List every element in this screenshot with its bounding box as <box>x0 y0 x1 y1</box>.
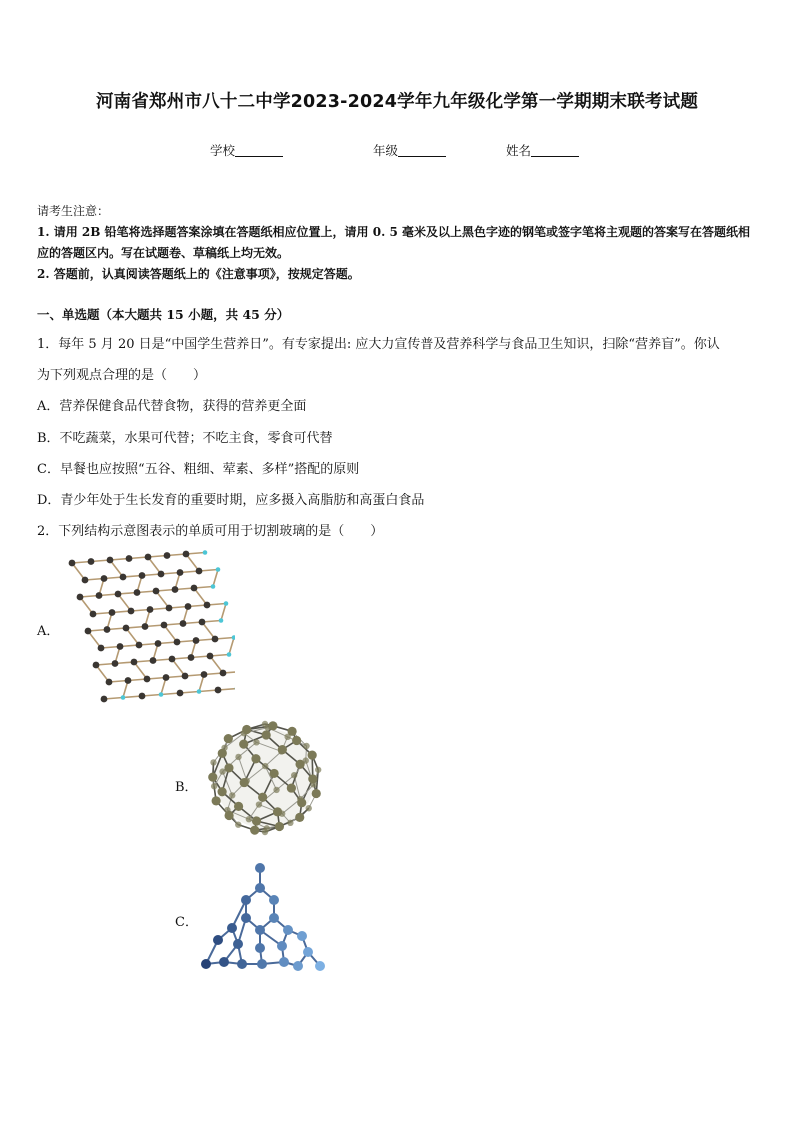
c60-atom <box>262 721 268 727</box>
graphite-atom <box>159 692 164 697</box>
c60-atom <box>291 772 297 778</box>
diamond-atom <box>255 863 265 873</box>
school-field <box>210 141 283 159</box>
c60-atom <box>252 816 261 825</box>
c60-atom <box>224 763 233 772</box>
diamond-atom <box>201 959 211 969</box>
q1-stem-line1: 1．每年 5 月 20 日是“中国学生营养日”。有专家提出: 应大力宣传普及营养科学与食品卫生知识，扫除“营养盲”。你认 <box>37 337 720 352</box>
graphite-atom <box>139 572 146 579</box>
c60-atom <box>239 740 248 749</box>
graphite-atom <box>224 601 229 606</box>
c60-atom <box>235 821 241 827</box>
graphite-atom <box>117 643 124 650</box>
diamond-atom <box>255 943 265 953</box>
c60-structure-image <box>205 716 325 841</box>
c60-atom <box>211 783 217 789</box>
c60-atom <box>273 807 282 816</box>
c60-atom <box>288 727 297 736</box>
graphite-structure-image <box>60 543 235 703</box>
graphite-atom <box>93 662 100 669</box>
graphite-atom <box>128 608 135 615</box>
c60-atom <box>253 739 259 745</box>
name-label: 姓名 <box>506 143 532 158</box>
graphite-atom <box>153 588 160 595</box>
graphite-atom <box>69 560 76 567</box>
q1-option-d[interactable]: D．青少年处于生长发育的重要时期，应多摄入高脂肪和高蛋白食品 <box>37 493 425 508</box>
graphite-atom <box>134 589 141 596</box>
c60-atom <box>250 826 259 835</box>
graphite-atom <box>106 679 113 686</box>
graphite-atom <box>177 690 184 697</box>
graphite-atom <box>204 602 211 609</box>
graphite-atom <box>197 689 202 694</box>
diamond-atom <box>277 941 287 951</box>
graphite-atom <box>185 603 192 610</box>
graphite-atom <box>158 571 165 578</box>
graphite-atom <box>120 574 127 581</box>
diamond-atom <box>237 959 247 969</box>
c60-atom <box>256 801 262 807</box>
c60-atom <box>224 734 233 743</box>
c60-atom <box>312 789 321 798</box>
graphite-atom <box>98 645 105 652</box>
diamond-atom <box>303 947 313 957</box>
graphite-atom <box>147 606 154 613</box>
graphite-atom <box>88 558 95 565</box>
c60-atom <box>287 820 293 826</box>
graphite-atom <box>150 657 157 664</box>
graphite-atom <box>227 652 232 657</box>
graphite-atom <box>211 584 216 589</box>
graphite-atom <box>196 568 203 575</box>
diamond-atom <box>233 939 243 949</box>
graphite-atom <box>142 623 149 630</box>
c60-atom <box>229 792 235 798</box>
diamond-atom <box>241 913 251 923</box>
graphite-bond <box>213 570 218 587</box>
graphite-atom <box>161 622 168 629</box>
diamond-atom <box>279 957 289 967</box>
graphite-atom <box>219 618 224 623</box>
c60-atom <box>262 829 268 835</box>
diamond-structure-image <box>198 860 333 975</box>
c60-atom <box>210 759 216 765</box>
diamond-atom <box>255 925 265 935</box>
graphite-atom <box>139 693 146 700</box>
graphite-atom <box>216 567 221 572</box>
grade-field <box>373 141 446 159</box>
q2-option-c-label[interactable]: C． <box>175 915 198 930</box>
graphite-atom <box>101 575 108 582</box>
graphite-atom <box>203 550 208 555</box>
graphite-atom <box>121 695 126 700</box>
c60-atom <box>295 813 304 822</box>
c60-atom <box>275 822 284 831</box>
graphite-atom <box>109 609 116 616</box>
c60-atom <box>246 816 252 822</box>
school-blank[interactable] <box>235 144 283 157</box>
graphite-atom <box>174 639 181 646</box>
graphite-atom <box>232 635 235 640</box>
q1-option-b[interactable]: B．不吃蔬菜，水果可代替；不吃主食，零食可代替 <box>37 431 333 446</box>
graphite-atom <box>136 642 143 649</box>
graphite-atom <box>90 611 97 618</box>
graphite-atom <box>77 594 84 601</box>
graphite-atom <box>193 637 200 644</box>
diamond-atom <box>293 961 303 971</box>
c60-atom <box>234 802 243 811</box>
diamond-atom <box>297 931 307 941</box>
graphite-atom <box>163 674 170 681</box>
graphite-atom <box>125 677 132 684</box>
graphite-atom <box>169 656 176 663</box>
diamond-atom <box>255 883 265 893</box>
diamond-atom <box>283 925 293 935</box>
c60-atom <box>306 805 312 811</box>
grade-blank[interactable] <box>398 144 446 157</box>
c60-atom <box>308 751 317 760</box>
q2-stem: 2．下列结构示意图表示的单质可用于切割玻璃的是（ ） <box>37 524 384 539</box>
graphite-atom <box>82 577 89 584</box>
graphite-atom <box>144 676 151 683</box>
graphite-atom <box>112 660 119 667</box>
q1-option-a[interactable]: A．营养保健食品代替食物，获得的营养更全面 <box>37 399 307 414</box>
notice-item-1: 1. 请用 2B 铅笔将选择题答案涂填在答题纸相应位置上，请用 0. 5 毫米及以上黑色字迹的钢笔或签字笔将主观题的答案写在答题纸相应的答题区内。写在试题卷、草稿纸上均无效。 <box>37 225 750 260</box>
graphite-atom <box>177 569 184 576</box>
diamond-atom <box>227 923 237 933</box>
graphite-atom <box>183 551 190 558</box>
graphite-atom <box>207 653 214 660</box>
graphite-atom <box>123 625 130 632</box>
c60-atom <box>315 767 321 773</box>
q1-stem-line2: 为下列观点合理的是（ ） <box>37 368 207 383</box>
name-blank[interactable] <box>531 144 579 157</box>
c60-atom <box>308 774 317 783</box>
name-field <box>506 141 579 159</box>
section-heading: 一、单选题（本大题共 15 小题，共 45 分） <box>37 307 290 322</box>
c60-atom <box>262 763 268 769</box>
graphite-atom <box>104 626 111 633</box>
graphite-atom <box>131 659 138 666</box>
graphite-atom <box>107 557 114 564</box>
graphite-atom <box>145 554 152 561</box>
diamond-atom <box>241 895 251 905</box>
graphite-atom <box>155 640 162 647</box>
exam-title: 河南省郑州市八十二中学2023-2024学年九年级化学第一学期期末联考试题 <box>95 92 699 112</box>
c60-atom <box>287 783 296 792</box>
c60-atom <box>273 787 279 793</box>
q2-option-b-label[interactable]: B． <box>175 780 198 795</box>
graphite-atom <box>172 586 179 593</box>
c60-atom <box>303 743 309 749</box>
c60-atom <box>218 787 227 796</box>
graphite-atom <box>201 671 208 678</box>
graphite-atom <box>212 636 219 643</box>
graphite-atom <box>191 585 198 592</box>
c60-atom <box>278 745 287 754</box>
school-label: 学校 <box>210 143 236 158</box>
c60-atom <box>292 736 301 745</box>
c60-atom <box>258 793 267 802</box>
diamond-atom <box>269 895 279 905</box>
c60-atom <box>225 811 234 820</box>
c60-atom <box>297 798 306 807</box>
graphite-atom <box>180 620 187 627</box>
graphite-atom <box>188 654 195 661</box>
graphite-atom <box>166 605 173 612</box>
c60-atom <box>212 796 221 805</box>
diamond-atom <box>219 957 229 967</box>
graphite-atom <box>199 619 206 626</box>
notice-item-2: 2. 答题前，认真阅读答题纸上的《注意事项》，按规定答题。 <box>37 267 360 281</box>
graphite-atom <box>126 555 133 562</box>
graphite-atom <box>96 592 103 599</box>
c60-atom <box>218 749 227 758</box>
grade-label: 年级 <box>373 143 399 158</box>
c60-atom <box>268 721 277 730</box>
graphite-atom <box>101 696 108 703</box>
graphite-atom <box>85 628 92 635</box>
graphite-atom <box>115 591 122 598</box>
q1-option-c[interactable]: C．早餐也应按照“五谷、粗细、荤素、多样”搭配的原则 <box>37 462 360 477</box>
c60-atom <box>295 760 304 769</box>
c60-atom <box>208 772 217 781</box>
graphite-atom <box>164 552 171 559</box>
c60-atom <box>262 730 271 739</box>
q2-option-a-label[interactable]: A． <box>37 624 60 639</box>
graphite-atom <box>215 687 222 694</box>
c60-atom <box>251 754 260 763</box>
diamond-atom <box>257 959 267 969</box>
notice-heading: 请考生注意： <box>37 204 110 218</box>
graphite-bond <box>229 638 234 655</box>
c60-atom <box>242 725 251 734</box>
diamond-atom <box>213 935 223 945</box>
diamond-atom <box>315 961 325 971</box>
graphite-atom <box>182 673 189 680</box>
c60-atom <box>270 769 279 778</box>
graphite-atom <box>220 670 227 677</box>
c60-atom <box>235 754 241 760</box>
c60-atom <box>240 778 249 787</box>
graphite-bond <box>221 604 226 621</box>
diamond-atom <box>269 913 279 923</box>
